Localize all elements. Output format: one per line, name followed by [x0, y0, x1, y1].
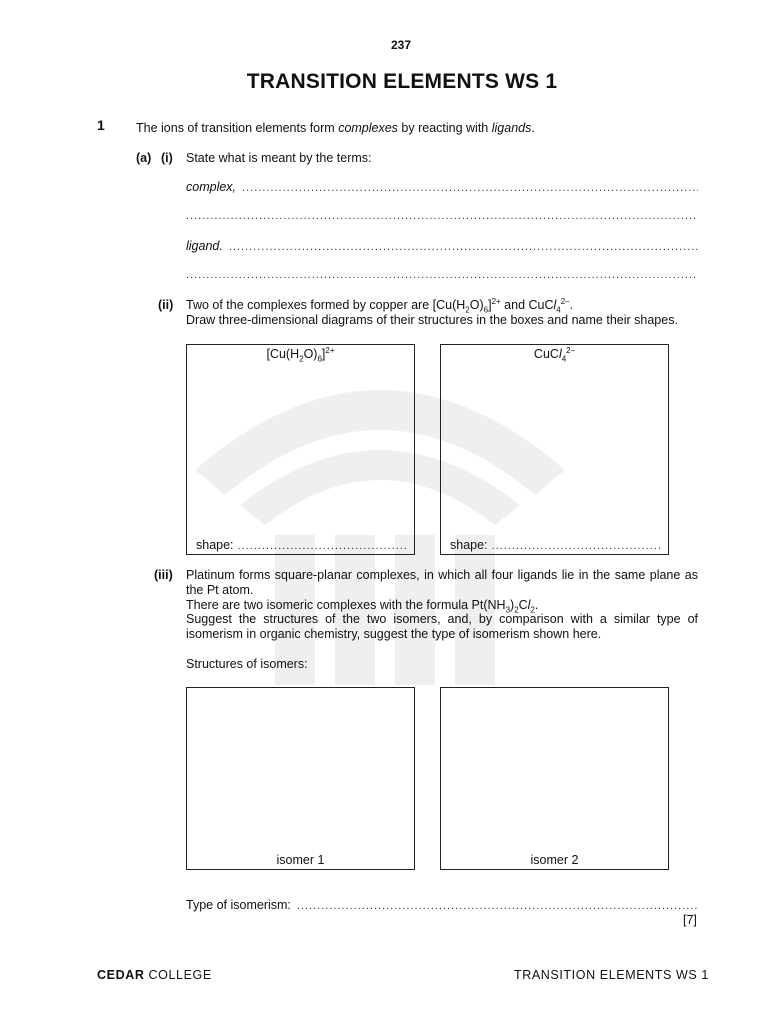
box-heading-cu-h2o6: $[Cu(H_2O)_6]^{2+}$ — [266, 345, 335, 364]
question-intro: The ions of transition elements form complexes by reacting with ligands. — [136, 121, 535, 135]
sub-iii-label: (iii) — [154, 568, 173, 582]
structures-label: Structures of isomers: — [186, 657, 308, 671]
dotted-line — [186, 210, 698, 222]
sub-iii-line3: There are two isomeric complexes with the formula $Pt(NH_3)_2Cl_2$. — [186, 598, 539, 615]
answer-line-complex-2[interactable] — [186, 210, 698, 222]
sub-iii-line1: Platinum forms square-planar complexes, in which all four ligands lie in the same plane as — [186, 568, 698, 582]
dotted-line — [492, 540, 660, 552]
sub-ii-line1: Two of the complexes formed by copper are $[Cu(H_2O)_6]^{2+}$ and CuCl$_4^{2-}$. — [186, 296, 574, 315]
dotted-line — [186, 269, 698, 281]
dotted-line — [229, 241, 698, 253]
marks-total: [7] — [683, 913, 697, 927]
type-of-isomerism-label: Type of isomerism: — [186, 898, 291, 912]
part-a-label: (a) — [136, 151, 152, 165]
box-heading-cucl4: CuCl$_4^{2-}$ — [533, 345, 576, 364]
shape-answer-line[interactable] — [196, 538, 406, 552]
page-number: 237 — [390, 38, 412, 52]
footer-school-name: CEDAR COLLEGE — [97, 968, 212, 982]
isomer-2-label: isomer 2 — [530, 853, 579, 867]
shape-label: shape: — [196, 538, 234, 552]
answer-line-ligand[interactable] — [186, 239, 698, 253]
drawing-box-cucl4[interactable] — [440, 344, 669, 555]
sub-ii-label: (ii) — [158, 298, 174, 312]
page-title: TRANSITION ELEMENTS WS 1 — [246, 70, 558, 93]
sub-i-label: (i) — [161, 151, 173, 165]
drawing-box-isomer-1[interactable] — [186, 687, 415, 870]
dotted-line — [297, 900, 698, 912]
sub-iii-line5: isomerism in organic chemistry, suggest the type of isomerism shown here. — [186, 627, 602, 641]
sub-iii-line4: Suggest the structures of the two isomers, and, by comparison with a similar type of — [186, 612, 698, 626]
dotted-line — [242, 182, 698, 194]
answer-line-isomerism-type[interactable] — [186, 898, 698, 912]
term-complex: complex, — [186, 180, 237, 194]
sub-ii-line2: Draw three-dimensional diagrams of their structures in the boxes and name their shapes. — [186, 313, 678, 327]
question-number: 1 — [97, 117, 105, 133]
sub-iii-line2: the Pt atom. — [186, 583, 254, 597]
isomer-1-label: isomer 1 — [276, 853, 325, 867]
dotted-line — [238, 540, 406, 552]
drawing-box-cu-h2o6[interactable] — [186, 344, 415, 555]
answer-line-ligand-2[interactable] — [186, 269, 698, 281]
answer-line-complex[interactable] — [186, 180, 698, 194]
drawing-box-isomer-2[interactable] — [440, 687, 669, 870]
footer-worksheet-name: TRANSITION ELEMENTS WS 1 — [514, 968, 709, 982]
shape-answer-line[interactable] — [450, 538, 660, 552]
term-ligand: ligand. — [186, 239, 223, 253]
sub-i-prompt: State what is meant by the terms: — [186, 151, 372, 165]
shape-label: shape: — [450, 538, 488, 552]
